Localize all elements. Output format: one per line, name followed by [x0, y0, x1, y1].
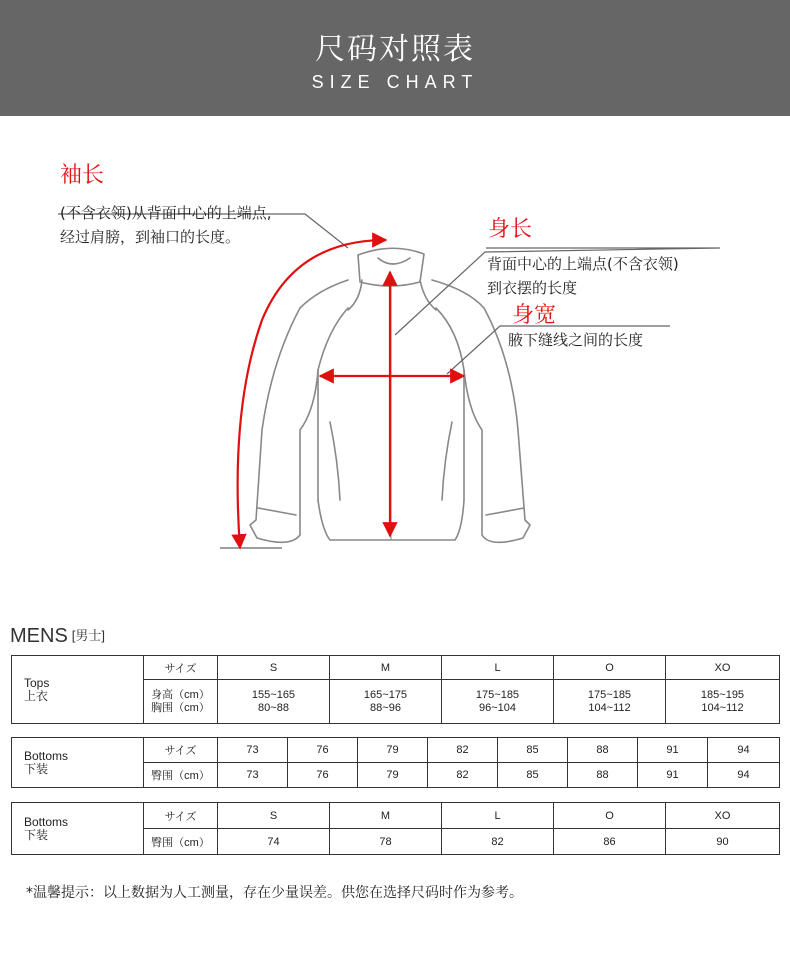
bottoms1-hip-cell: 88	[568, 763, 638, 788]
tops-chest-label: 胸围（cm）	[151, 701, 210, 714]
bottoms1-size-cell: 82	[428, 738, 498, 763]
bottoms2-size-cell: M	[330, 803, 442, 829]
bottoms1-hip-header: 臀围（cm）	[144, 763, 218, 788]
bottoms1-cat-zh: 下装	[24, 761, 49, 776]
bottoms2-size-cell: S	[218, 803, 330, 829]
tops-size-cell: S	[218, 656, 330, 680]
tops-height-value: 175~185	[475, 688, 520, 701]
bottoms1-hip-cell: 91	[638, 763, 708, 788]
bottoms1-hip-cell: 82	[428, 763, 498, 788]
tops-cat-zh: 上衣	[24, 688, 49, 703]
bottoms2-hip-cell: 90	[666, 829, 780, 855]
bottoms1-size-cell: 85	[498, 738, 568, 763]
tops-height-value: 155~165	[251, 688, 296, 701]
sleeve-length-label: 袖长	[60, 163, 105, 188]
body-length-label: 身长	[488, 217, 533, 242]
header-banner	[0, 0, 790, 116]
body-length-desc-line-1: 背面中心的上端点(不含衣领)	[487, 255, 679, 273]
bottoms1-size-cell: 79	[358, 738, 428, 763]
left-pocket	[330, 422, 340, 500]
tops-size-table	[11, 655, 780, 724]
sleeve-desc-line-1: (不含衣领)从背面中心的上端点,	[60, 204, 272, 222]
bottoms2-size-cell: L	[442, 803, 554, 829]
bottoms1-hip-cell: 85	[498, 763, 568, 788]
sleeve-desc-line-2: 经过肩膀，到袖口的长度。	[60, 228, 241, 246]
tops-height-value: 165~175	[363, 688, 408, 701]
bottoms1-category-cell	[12, 738, 144, 788]
bottoms2-size-cell: XO	[666, 803, 780, 829]
bottoms1-hip-cell: 94	[708, 763, 780, 788]
bottoms1-hip-cell: 76	[288, 763, 358, 788]
bottoms1-size-cell: 94	[708, 738, 780, 763]
bottoms1-size-cell: 73	[218, 738, 288, 763]
body-width-desc-line-1: 腋下缝线之间的长度	[508, 331, 644, 349]
tops-measure-cell	[666, 680, 780, 724]
tops-chest-value: 104~112	[588, 701, 631, 714]
page-subtitle: SIZE CHART	[311, 72, 479, 92]
right-pocket	[442, 422, 452, 500]
tops-chest-value: 80~88	[258, 701, 289, 714]
bottoms1-hip-cell: 73	[218, 763, 288, 788]
bottoms2-hip-cell: 82	[442, 829, 554, 855]
tops-height-value: 175~185	[587, 688, 632, 701]
bottoms1-hip-cell: 79	[358, 763, 428, 788]
mens-section-label	[10, 625, 105, 648]
jacket-body-outline	[250, 280, 348, 542]
body-width-description	[508, 328, 643, 352]
tops-chest-value: 96~104	[478, 701, 516, 714]
tops-height-value: 185~195	[700, 688, 745, 701]
tops-size-cell: O	[554, 656, 666, 680]
tops-size-cell: M	[330, 656, 442, 680]
mens-tag: [男士]	[71, 628, 106, 643]
tops-measure-cell	[218, 680, 330, 724]
tops-chest-value: 104~112	[701, 701, 744, 714]
tops-cat-en: Tops	[24, 675, 50, 690]
bottoms2-cat-en: Bottoms	[24, 814, 69, 829]
tops-measure-header	[144, 680, 218, 724]
sleeve-length-description	[60, 201, 271, 249]
body-length-desc-line-2: 到衣摆的长度	[487, 279, 578, 297]
bottoms2-hip-cell: 74	[218, 829, 330, 855]
tops-measure-cell	[330, 680, 442, 724]
body-length-description	[487, 252, 679, 300]
tops-size-header: サイズ	[144, 656, 218, 680]
bottoms1-size-header: サイズ	[144, 738, 218, 763]
tops-category-cell	[12, 656, 144, 724]
bottoms1-size-cell: 91	[638, 738, 708, 763]
sleeve-measure-line	[238, 240, 386, 548]
page-title: 尺码对照表	[315, 32, 475, 67]
bottoms2-hip-cell: 86	[554, 829, 666, 855]
bottoms2-cat-zh: 下装	[24, 827, 49, 842]
tops-size-cell: L	[442, 656, 554, 680]
bottoms1-size-cell: 76	[288, 738, 358, 763]
body-width-label: 身宽	[512, 303, 557, 328]
jacket-diagram	[0, 130, 790, 570]
bottoms-size-table-2	[11, 802, 780, 855]
tops-measure-cell	[442, 680, 554, 724]
measurement-note: *温馨提示：以上数据为人工测量，存在少量误差。供您在选择尺码时作为参考。	[26, 885, 523, 901]
bottoms2-hip-header: 臀围（cm）	[144, 829, 218, 855]
bottoms2-category-cell	[12, 803, 144, 855]
tops-measure-cell	[554, 680, 666, 724]
bottoms2-hip-cell: 78	[330, 829, 442, 855]
bottoms1-size-cell: 88	[568, 738, 638, 763]
bottoms2-size-header: サイズ	[144, 803, 218, 829]
mens-label: MENS	[10, 625, 68, 647]
bottoms1-cat-en: Bottoms	[24, 748, 69, 763]
tops-size-cell: XO	[666, 656, 780, 680]
bottoms2-size-cell: O	[554, 803, 666, 829]
tops-height-label: 身高（cm）	[151, 688, 210, 701]
tops-chest-value: 88~96	[370, 701, 401, 714]
bottoms-size-table-1	[11, 737, 780, 788]
